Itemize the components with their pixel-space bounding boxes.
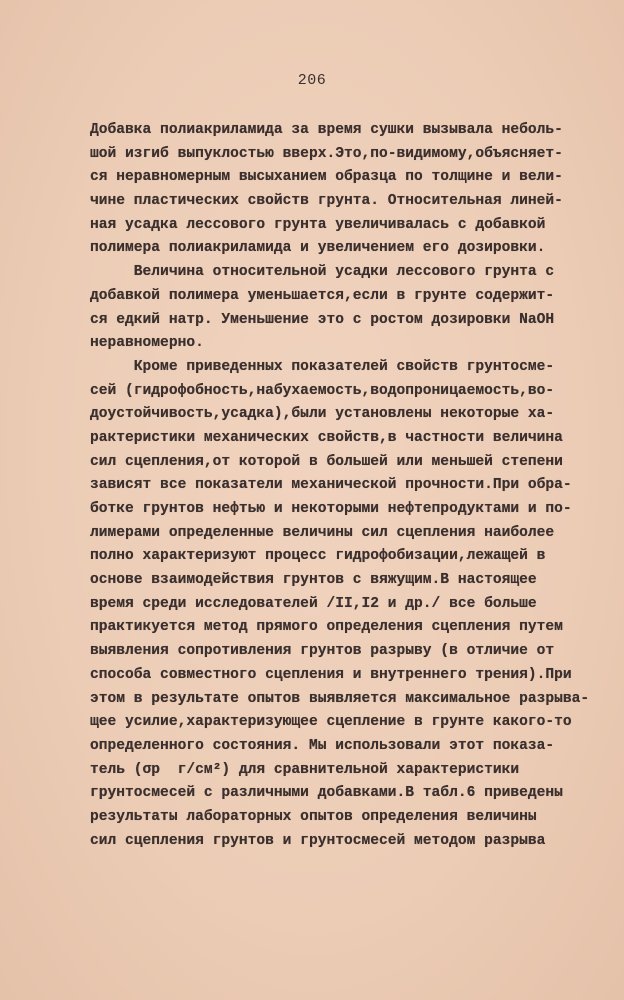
text-line: Кроме приведенных показателей свойств грунтосме- [90, 358, 555, 375]
text-line: шой изгиб выпуклостью вверх.Это,по-видимому,объясняет- [90, 145, 563, 162]
text-line: результаты лабораторных опытов определения величины [90, 808, 537, 825]
text-line: рактеристики механических свойств,в частности величина [90, 429, 563, 446]
text-line: выявления сопротивления грунтов разрыву (в отличие от [90, 643, 555, 660]
text-line: практикуется метод прямого определения сцепления путем [90, 619, 563, 636]
text-line: лимерами определенные величины сил сцепления наиболее [90, 524, 555, 541]
text-line: сил сцепления грунтов и грунтосмесей методом разрыва [90, 832, 546, 849]
text-line: основе взаимодействия грунтов с вяжущим.В настоящее [90, 572, 537, 589]
text-line: тель (σр г/см²) для сравнительной характеристики [90, 761, 520, 778]
text-line: ная усадка лессового грунта увеличивалась с добавкой [90, 216, 546, 233]
text-line: сил сцепления,от которой в большей или меньшей степени [90, 453, 563, 470]
text-line: способа совместного сцепления и внутреннего трения).При [90, 666, 572, 683]
page-number: 206 [297, 72, 327, 89]
text-line: ся неравномерным высыханием образца по толщине и вели- [90, 169, 563, 186]
text-line: сей (гидрофобность,набухаемость,водопроницаемость,во- [90, 382, 555, 399]
text-line: время среди исследователей /II,I2 и др./ все больше [90, 595, 537, 612]
text-line: определенного состояния. Мы использовали этот показа- [90, 737, 555, 754]
text-line: Добавка полиакриламида за время сушки вызывала неболь- [90, 122, 563, 138]
text-line: полно характеризуют процесс гидрофобизации,лежащей в [90, 548, 546, 565]
text-line: этом в результате опытов выявляется максимальное разрыва- [90, 690, 590, 707]
text-line: полимера полиакриламида и увеличением его дозировки. [90, 240, 546, 257]
text-line: грунтосмесей с различными добавками.В табл.6 приведены [90, 785, 563, 802]
text-line: добавкой полимера уменьшается,если в грунте содержит- [90, 287, 555, 304]
text-line: чине пластических свойств грунта. Относительная линей- [90, 193, 563, 210]
text-line: неравномерно. [90, 335, 204, 352]
text-line: доустойчивость,усадка),были установлены некоторые ха- [90, 406, 555, 423]
text-line: ботке грунтов нефтью и некоторыми нефтепродуктами и по- [90, 501, 572, 517]
text-line: щее усилие,характеризующее сцепление в грунте какого-то [90, 714, 572, 731]
text-line: Величина относительной усадки лессового грунта с [90, 264, 555, 281]
text-line: зависят все показатели механической прочности.При обра- [90, 477, 572, 494]
text-line: ся едкий натр. Уменьшение это с ростом дозировки NaOH [90, 311, 555, 328]
body-text [90, 119, 590, 853]
